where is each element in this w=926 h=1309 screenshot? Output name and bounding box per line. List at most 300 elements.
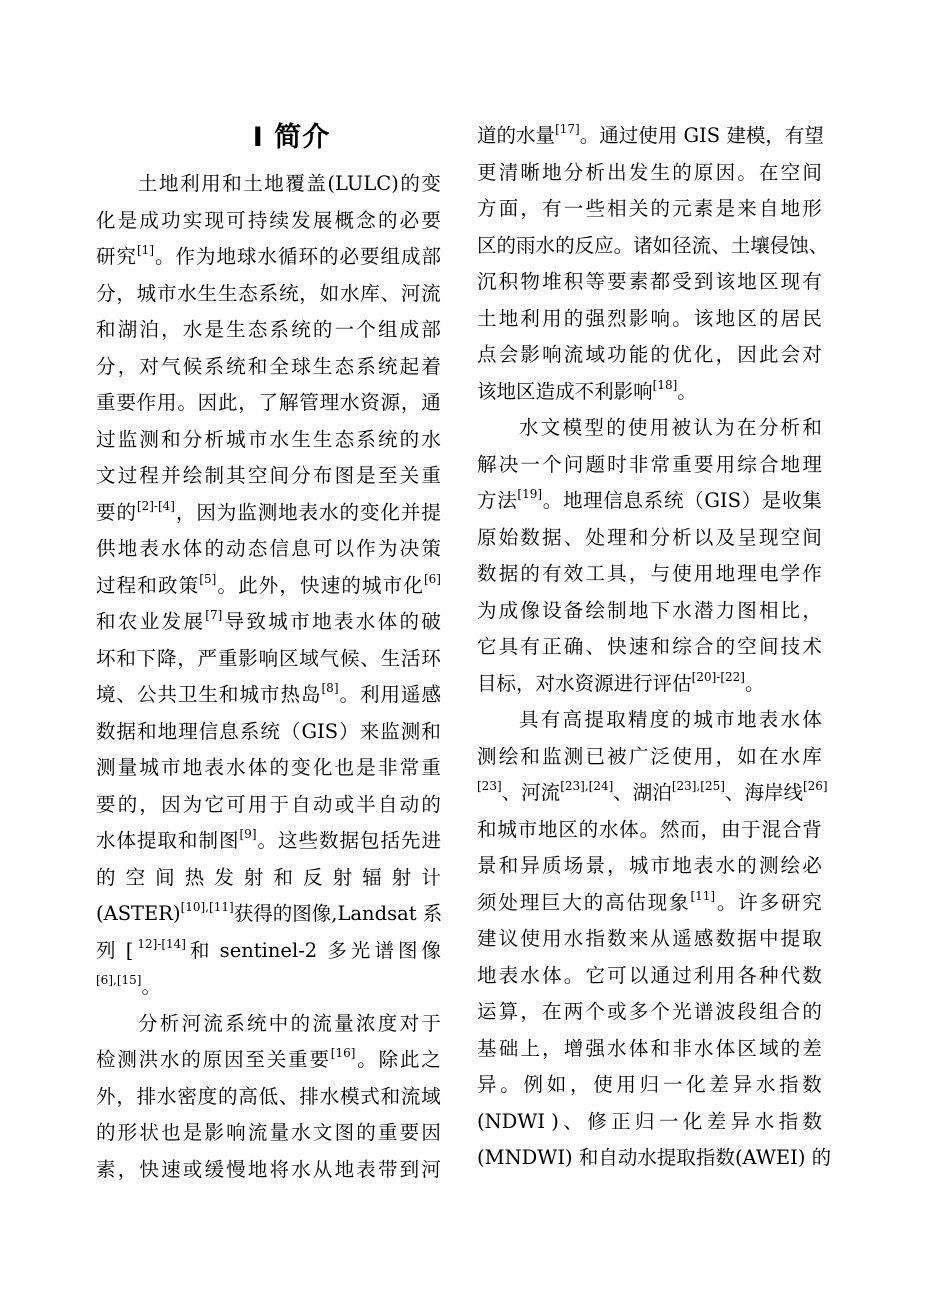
text-token: 多: [759, 890, 780, 914]
text-token: 将: [269, 1157, 290, 1181]
text-token: ，: [520, 1000, 540, 1023]
text-token: 岛: [301, 683, 321, 706]
text-token: 生: [217, 281, 238, 305]
text-token: 区: [477, 233, 497, 257]
text-line: [96, 349, 441, 386]
citation-superscript: [9]: [239, 827, 257, 841]
text-token: 市: [161, 756, 181, 779]
text-token: 用: [649, 416, 670, 439]
text-token: 和: [96, 610, 116, 633]
text-token: 半: [356, 792, 376, 816]
text-token: 为: [216, 500, 237, 524]
text-token: 用: [657, 124, 678, 147]
text-token: 异: [520, 854, 540, 877]
text-token: 反: [574, 233, 595, 257]
text-token: 和: [273, 865, 293, 889]
text-token: 气: [161, 354, 181, 378]
text-token: 表: [333, 610, 354, 633]
text-token: 和: [520, 744, 540, 768]
text-token: 水: [339, 391, 360, 414]
text-token: 区: [278, 646, 299, 670]
text-token: 流: [247, 1121, 268, 1144]
text-token: 统: [260, 719, 280, 743]
text-token: 关: [628, 197, 649, 220]
text-token: 的: [399, 610, 420, 633]
text-token: 由: [720, 817, 741, 841]
text-token: 强: [585, 306, 605, 330]
text-token: 统: [291, 318, 311, 341]
text-token: 如: [546, 1073, 567, 1096]
text-token: 和: [628, 525, 649, 549]
text-line: [96, 787, 441, 824]
text-token: 布: [312, 464, 333, 487]
text-token: 盖: [306, 172, 326, 195]
text-line: [96, 823, 441, 860]
text-token: GIS: [704, 489, 741, 512]
text-token: 础: [498, 1036, 519, 1060]
text-token: 该: [693, 306, 714, 330]
text-line: [477, 1031, 822, 1068]
text-token: 图: [292, 902, 312, 925]
text-token: 统: [246, 1011, 267, 1035]
text-token: 该: [715, 270, 736, 293]
text-token: 以: [693, 525, 714, 549]
text-token: 地: [562, 489, 583, 512]
text-token: 的: [650, 343, 671, 366]
text-token: 的: [204, 537, 224, 560]
text-token: 源: [380, 391, 401, 414]
text-token: 水: [563, 927, 584, 950]
text-token: 模: [562, 416, 583, 439]
text-token: 的: [811, 1146, 832, 1169]
text-token: 形: [117, 1121, 138, 1144]
text-token: ，: [117, 1157, 138, 1181]
text-token: 动: [312, 792, 333, 816]
text-token: 面: [498, 197, 519, 220]
text-token: 已: [585, 744, 605, 768]
text-token: 过: [96, 573, 116, 597]
text-line: [477, 337, 822, 374]
text-token: 系: [356, 354, 376, 378]
text-token: 时: [607, 452, 627, 476]
text-token: 应: [594, 233, 614, 257]
text-token: 的: [339, 500, 360, 524]
text-token: 影: [204, 1121, 224, 1144]
text-token: 重: [217, 646, 238, 670]
text-token: 政: [157, 573, 178, 597]
citation-superscript: 12]-[14]: [137, 936, 186, 951]
text-token: 土: [477, 306, 497, 330]
text-token: 以: [628, 963, 649, 987]
text-token: 理: [802, 452, 822, 476]
text-token: 表: [139, 537, 159, 560]
text-token: 变: [359, 500, 380, 524]
text-line: [96, 531, 441, 568]
text-token: (AWEI): [734, 1146, 812, 1169]
text-token: 快: [607, 635, 627, 658]
text-token: 遥: [672, 927, 692, 950]
text-token: 有: [784, 124, 805, 147]
text-token: 和: [247, 354, 268, 378]
text-token: 要: [421, 208, 441, 232]
text-line: [477, 556, 822, 593]
text-token: 水: [519, 416, 539, 439]
text-token: 的: [217, 1084, 238, 1108]
text-token: 造: [535, 379, 556, 403]
text-token: 方: [477, 489, 497, 512]
text-token: 可: [312, 537, 333, 560]
text-token: 卫: [178, 683, 198, 706]
text-token: 、: [501, 781, 522, 804]
text-token: 组: [377, 318, 398, 341]
text-token: 决: [498, 452, 519, 476]
text-token: 的: [672, 160, 692, 184]
text-token: 它: [477, 635, 497, 658]
text-token: 市: [650, 854, 671, 877]
text-token: 、: [563, 1109, 583, 1133]
text-token: 测: [139, 427, 159, 451]
text-token: 流: [400, 1084, 421, 1108]
text-token: 异: [732, 1073, 753, 1096]
text-token: 低: [258, 1084, 279, 1108]
text-line: [96, 1042, 441, 1079]
text-token: 生: [198, 683, 219, 706]
text-token: 是: [117, 208, 138, 232]
right-column: [477, 118, 832, 1188]
text-token: 数: [715, 927, 736, 950]
text-line: [96, 860, 441, 897]
text-token: 。: [579, 124, 600, 147]
text-token: 因: [715, 160, 736, 184]
text-token: 关: [266, 1048, 287, 1071]
text-token: 地: [628, 598, 649, 622]
text-token: 球: [236, 245, 257, 268]
text-token: 水: [319, 1084, 340, 1108]
text-token: 背: [802, 817, 822, 841]
text-token: 象: [669, 890, 689, 914]
text-token: 体: [182, 537, 203, 560]
text-token: 空: [780, 160, 801, 184]
text-token: 于: [269, 792, 290, 816]
text-token: 或: [334, 792, 355, 816]
text-token: 因: [161, 792, 181, 816]
text-token: 区: [737, 306, 757, 330]
text-token: 展: [312, 208, 333, 232]
text-token: 因: [197, 391, 218, 414]
text-token: 共: [157, 683, 178, 706]
text-token: 测: [257, 500, 278, 524]
text-token: 水: [96, 829, 116, 852]
text-token: 。: [217, 573, 237, 597]
citation-superscript: [6]: [423, 571, 441, 586]
text-token: 信: [603, 489, 623, 512]
text-token: 原: [202, 1048, 223, 1071]
text-token: 估: [626, 890, 646, 914]
text-token: 用: [693, 744, 714, 768]
text-token: 地: [736, 708, 757, 731]
text-token: 地: [542, 160, 562, 184]
text-token: 水: [637, 1146, 657, 1169]
text-token: 如: [737, 744, 757, 768]
text-token: 取: [157, 829, 178, 852]
text-token: 的: [606, 416, 626, 439]
text-token: 展: [183, 610, 203, 633]
text-token: ，: [765, 124, 785, 147]
text-token: 。: [257, 829, 277, 852]
text-token: 用: [542, 927, 562, 950]
text-token: 比: [780, 598, 801, 622]
text-token: 地: [737, 270, 757, 293]
text-token: 估: [672, 671, 692, 695]
text-token: ，: [569, 1073, 590, 1096]
text-token: 数: [802, 1073, 822, 1096]
text-token: 响: [258, 646, 279, 670]
text-token: 究: [802, 890, 822, 914]
text-token: 通: [599, 124, 619, 147]
text-token: 响: [633, 379, 653, 403]
text-token: 系: [258, 281, 279, 305]
text-token: 和: [178, 829, 198, 852]
text-token: 更: [477, 160, 497, 184]
text-token: 供: [96, 537, 116, 560]
text-token: 要: [96, 792, 116, 816]
text-token: 代: [780, 963, 801, 987]
text-token: 间: [269, 464, 290, 487]
citation-superscript: [17]: [555, 122, 580, 136]
text-token: 强: [585, 1036, 605, 1060]
text-token: 。: [639, 817, 660, 841]
text-token: 于: [421, 1011, 441, 1035]
text-token: 理: [319, 391, 340, 414]
text-token: 热: [280, 683, 301, 706]
citation-superscript: [23],[25]: [671, 779, 725, 793]
text-token: 、: [116, 683, 137, 706]
text-token: ，: [715, 343, 736, 366]
text-token: 对: [535, 671, 556, 695]
text-line: [96, 422, 441, 459]
text-token: 素: [693, 197, 714, 220]
text-token: 到: [693, 270, 714, 293]
text-token: 和: [137, 573, 157, 597]
citation-superscript: [26]: [802, 779, 828, 793]
left-column-text: [96, 166, 441, 1188]
text-token: 水: [598, 817, 619, 841]
text-token: 始: [498, 525, 519, 549]
text-token: 着: [421, 354, 441, 378]
text-token: 因: [224, 1048, 244, 1071]
text-token: 和: [578, 1146, 599, 1169]
text-token: 分: [291, 464, 311, 487]
text-token: 水: [177, 281, 197, 305]
text-line: [477, 775, 828, 812]
text-token: 量: [535, 124, 556, 147]
text-token: 系: [422, 902, 443, 925]
text-token: 析: [204, 427, 224, 451]
text-token: 水: [555, 671, 575, 695]
citation-superscript: [6],[15]: [96, 973, 142, 987]
text-token: 理: [737, 562, 757, 585]
text-token: 算: [498, 1000, 519, 1023]
text-token: 要: [96, 500, 116, 524]
text-token: 管: [299, 391, 319, 414]
text-token: 的: [377, 208, 398, 232]
text-token: 功: [607, 343, 627, 366]
text-token: 区: [516, 379, 536, 403]
text-token: 用: [542, 306, 562, 330]
text-token: 市: [382, 573, 403, 597]
text-token: 化: [693, 343, 714, 366]
text-token: 覆: [285, 172, 305, 195]
text-token: 图: [397, 938, 418, 962]
text-token: 表: [758, 708, 779, 731]
text-token: ,Landsat: [331, 902, 423, 925]
text-token: 受: [672, 270, 692, 293]
text-token: 流: [563, 343, 584, 366]
text-token: 续: [269, 208, 290, 232]
text-token: 学: [780, 562, 801, 585]
text-line: [477, 994, 822, 1031]
text-token: 个: [356, 318, 376, 341]
text-token: 决: [399, 537, 420, 560]
text-token: 和: [116, 646, 136, 670]
text-token: 响: [226, 1121, 246, 1144]
text-token: 一: [662, 1073, 683, 1096]
text-token: 状: [139, 1121, 159, 1144]
two-column-layout: [96, 118, 832, 1188]
text-token: 重: [421, 464, 441, 487]
text-token: (LULC): [327, 172, 399, 195]
text-token: 之: [421, 1048, 441, 1071]
text-token: 发: [628, 160, 649, 184]
text-token: 绘: [585, 598, 605, 622]
text-token: 自: [758, 197, 779, 220]
text-token: 。: [542, 489, 563, 512]
text-token: 地: [157, 719, 178, 743]
text-token: 议: [498, 927, 519, 950]
citation-superscript: [18]: [652, 377, 678, 392]
text-token: 水: [355, 610, 376, 633]
text-token: 态: [238, 281, 258, 305]
text-token: 和: [161, 427, 181, 451]
text-token: 文: [540, 416, 561, 439]
text-token: 统: [278, 281, 299, 305]
right-column-text: [477, 118, 832, 1177]
text-token: 统: [226, 354, 246, 378]
text-token: 系: [356, 427, 376, 451]
text-token: 个: [585, 1000, 605, 1023]
text-token: 市: [247, 427, 268, 451]
text-token: 动: [226, 537, 246, 560]
text-token: 文: [96, 464, 116, 487]
text-token: 括: [380, 829, 400, 852]
text-token: 的: [496, 124, 517, 147]
text-token: 和: [650, 1036, 671, 1060]
text-token: 和: [650, 635, 671, 658]
text-token: 生: [226, 318, 246, 341]
text-token: 常: [399, 756, 420, 779]
text-token: 监: [542, 744, 562, 768]
text-token: 数: [715, 1146, 735, 1169]
text-token: 系: [643, 489, 664, 512]
text-token: (NDWI ): [477, 1109, 559, 1133]
text-token: 变: [291, 756, 311, 779]
text-token: 的: [578, 817, 599, 841]
text-token: 如: [652, 233, 673, 257]
text-token: 资: [360, 391, 380, 414]
text-token: 影: [238, 646, 258, 670]
text-token: 据: [339, 829, 359, 852]
text-token: 理: [607, 525, 627, 549]
text-token: 程: [116, 573, 137, 597]
text-token: 诸: [633, 233, 653, 257]
text-token: 呈: [737, 525, 757, 549]
text-token: 空: [780, 525, 801, 549]
text-token: 理: [519, 890, 540, 914]
citation-superscript: [19]: [517, 487, 543, 501]
text-token: 现: [647, 890, 668, 914]
text-token: 地: [247, 1157, 268, 1181]
text-token: 监: [237, 500, 257, 524]
text-token: 过: [618, 124, 639, 147]
text-token: 一: [334, 318, 355, 341]
text-token: 作: [802, 562, 822, 585]
text-token: ，: [238, 391, 258, 414]
text-token: 统: [663, 489, 684, 512]
text-token: 处: [498, 890, 518, 914]
text-line: [96, 604, 441, 641]
text-token: 。: [357, 1048, 377, 1071]
text-token: 取: [676, 1146, 696, 1169]
text-token: 发: [161, 610, 182, 633]
text-token: 快: [300, 573, 320, 597]
text-token: 流: [540, 781, 561, 804]
text-token: 的: [341, 573, 361, 597]
text-token: 为: [182, 792, 203, 816]
text-token: 系: [269, 318, 290, 341]
text-token: 素: [96, 1157, 116, 1181]
text-token: 正: [542, 635, 562, 658]
text-token: 生: [312, 427, 333, 451]
text-token: 是: [761, 489, 782, 512]
text-token: 先: [400, 829, 421, 852]
text-token: 的: [737, 854, 757, 877]
text-token: 获: [233, 902, 254, 925]
text-line: [477, 1140, 832, 1177]
text-token: 自: [377, 792, 398, 816]
text-token: 体: [628, 1036, 649, 1060]
text-token: 提: [584, 708, 604, 731]
text-token: 上: [520, 1036, 540, 1060]
text-token: 标: [496, 671, 517, 695]
text-token: GIS: [677, 124, 727, 147]
text-token: 空: [737, 635, 757, 658]
text-token: 数: [477, 562, 497, 585]
text-token: 因: [421, 1121, 441, 1144]
text-token: 重: [96, 391, 116, 414]
text-token: 分: [650, 525, 671, 549]
text-token: 。: [339, 683, 359, 706]
text-token: 生: [291, 427, 311, 451]
text-token: 堆: [542, 270, 562, 293]
text-token: [: [119, 938, 134, 962]
text-token: 元: [672, 197, 692, 220]
text-token: 个: [542, 452, 562, 476]
text-token: 城: [362, 573, 382, 597]
text-line: [477, 702, 822, 739]
text-token: 。: [672, 306, 692, 330]
text-token: 方: [477, 197, 497, 220]
text-token: 化: [686, 1073, 706, 1096]
